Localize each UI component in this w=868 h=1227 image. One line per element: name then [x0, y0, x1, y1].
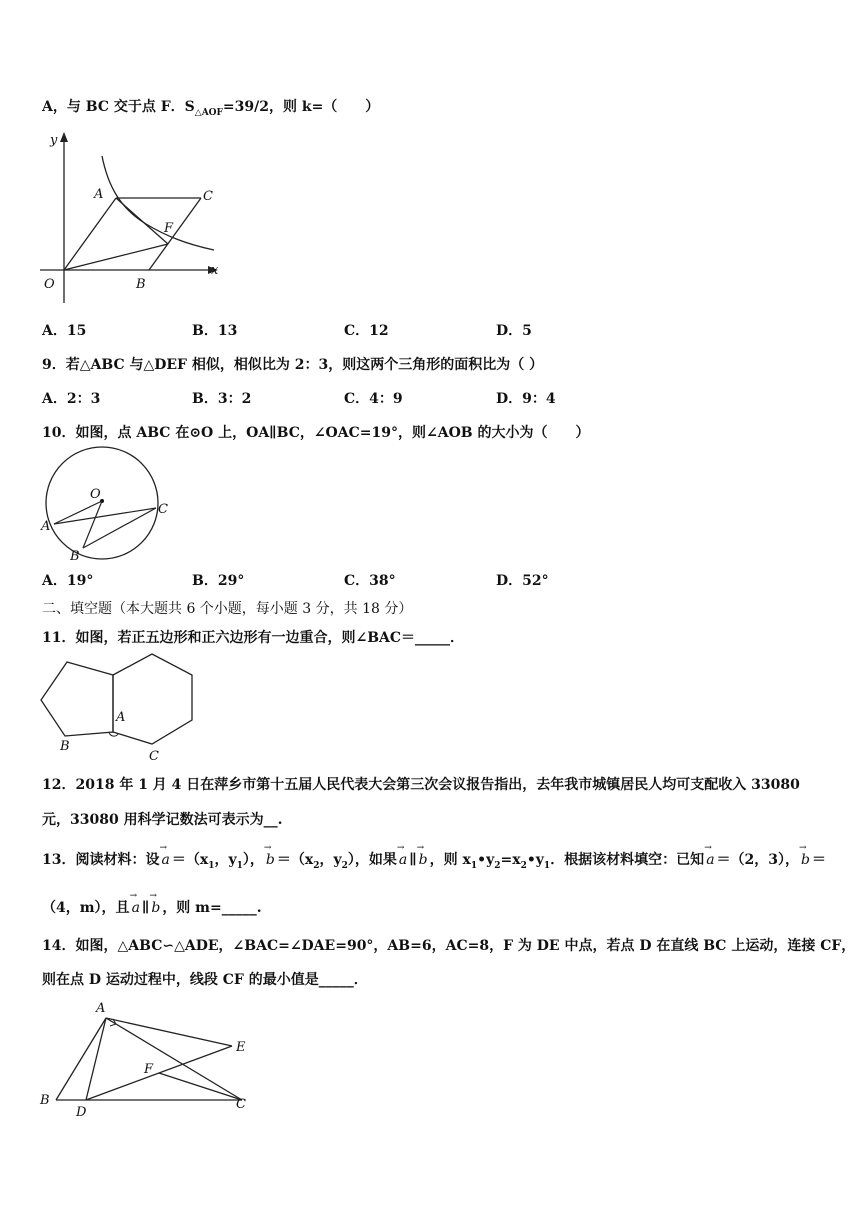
q8-option-c: C．12 [344, 323, 389, 339]
vector-b: → b [799, 852, 812, 868]
label-A: A [94, 187, 104, 202]
vector-a: → a [130, 900, 142, 916]
label-F: F [144, 1062, 154, 1077]
q14-figure [38, 996, 258, 1120]
label-F: F [164, 221, 174, 236]
label-A: A [41, 519, 51, 534]
vector-b: → b [149, 900, 162, 916]
segment-AF [116, 198, 168, 244]
segment-AD [86, 1018, 106, 1100]
q9-option-b: B．3：2 [192, 391, 252, 407]
q10-figure [38, 444, 178, 568]
vector-b: → b [417, 852, 430, 868]
q10-option-c: C．38° [344, 573, 396, 589]
segment-AC [106, 1018, 242, 1100]
label-B: B [136, 277, 146, 292]
q10-stem: 10．如图，点 ABC 在⊙O 上，OA∥BC，∠OAC=19°，则∠AOB 的大小为（ ） [42, 425, 590, 441]
hexagon [113, 654, 192, 744]
pentagon [41, 662, 113, 736]
segment-AE [106, 1018, 232, 1046]
q14-line1: 14．如图，△ABC∽△ADE，∠BAC=∠DAE=90°，AB=6，AC=8，F 为 DE 中点，若点 D 在直线 BC 上运动，连接 CF， [42, 938, 856, 954]
label-x: x [211, 263, 219, 278]
q8-option-d: D．5 [496, 323, 532, 339]
segment-OB [83, 501, 102, 548]
q12-line1: 12．2018 年 1 月 4 日在萍乡市第十五届人民代表大会第三次会议报告指出，去年我市城镇居民人均可支配收入 33080 [42, 777, 800, 793]
q11-stem: 11．如图，若正五边形和正六边形有一边重合，则∠BAC＝_____． [42, 630, 465, 646]
vector-b: → b [264, 852, 277, 868]
label-y: y [50, 133, 58, 148]
segment-AB [56, 1018, 106, 1100]
vector-a: → a [704, 852, 716, 868]
label-B: B [70, 549, 80, 564]
label-C: C [158, 502, 168, 517]
label-C: C [236, 1097, 246, 1112]
section-heading: 二、填空题（本大题共 6 个小题，每小题 3 分，共 18 分） [42, 601, 413, 617]
label-C: C [149, 749, 159, 764]
label-A: A [116, 710, 126, 725]
label-E: E [236, 1040, 246, 1055]
q9-option-c: C．4：9 [344, 391, 403, 407]
vector-a: → a [397, 852, 409, 868]
label-C: C [203, 189, 213, 204]
q8-option-a: A．15 [42, 323, 87, 339]
q9-option-d: D．9：4 [496, 391, 556, 407]
q12-line2: 元，33080 用科学记数法可表示为__. [42, 812, 283, 828]
q10-option-a: A．19° [42, 573, 94, 589]
q8-stem: A，与 BC 交于点 F．$S_{\triangle AOF}=39/2$，则 k=（ ） [42, 99, 380, 118]
segment-CF [159, 1073, 242, 1100]
q13-line1: 13．阅读材料：设→ $a =(x_1$，$y_1$），→ $b =(x_2$，$y_2$），如果→ a ∥→ b ，则 $x_1•y_2=x_2•y_1$．根据该材料填空：已知→ a ＝（2，3），→ b ＝ [42, 849, 826, 871]
label-B: B [40, 1093, 50, 1108]
q9-stem: 9．若△ABC 与△DEF 相似，相似比为 2：3，则这两个三角形的面积比为（ ） [42, 357, 544, 373]
q8-option-b: B．13 [192, 323, 238, 339]
label-B: B [60, 739, 70, 754]
y-axis-arrow [60, 132, 68, 142]
q9-option-a: A．2：3 [42, 391, 101, 407]
q10-option-d: D．52° [496, 573, 549, 589]
label-A: A [96, 1001, 106, 1016]
q13-line2: （4，m），且→ a ∥→ b ，则 m=_____. [42, 897, 262, 917]
label-O: O [44, 277, 55, 292]
vector-a: → a [159, 852, 171, 868]
label-O: O [90, 487, 101, 502]
q8-figure [36, 128, 226, 308]
label-D: D [76, 1105, 87, 1120]
q14-line2: 则在点 D 运动过程中，线段 CF 的最小值是_____． [42, 972, 368, 988]
q11-figure [38, 650, 203, 768]
q10-option-b: B．29° [192, 573, 245, 589]
